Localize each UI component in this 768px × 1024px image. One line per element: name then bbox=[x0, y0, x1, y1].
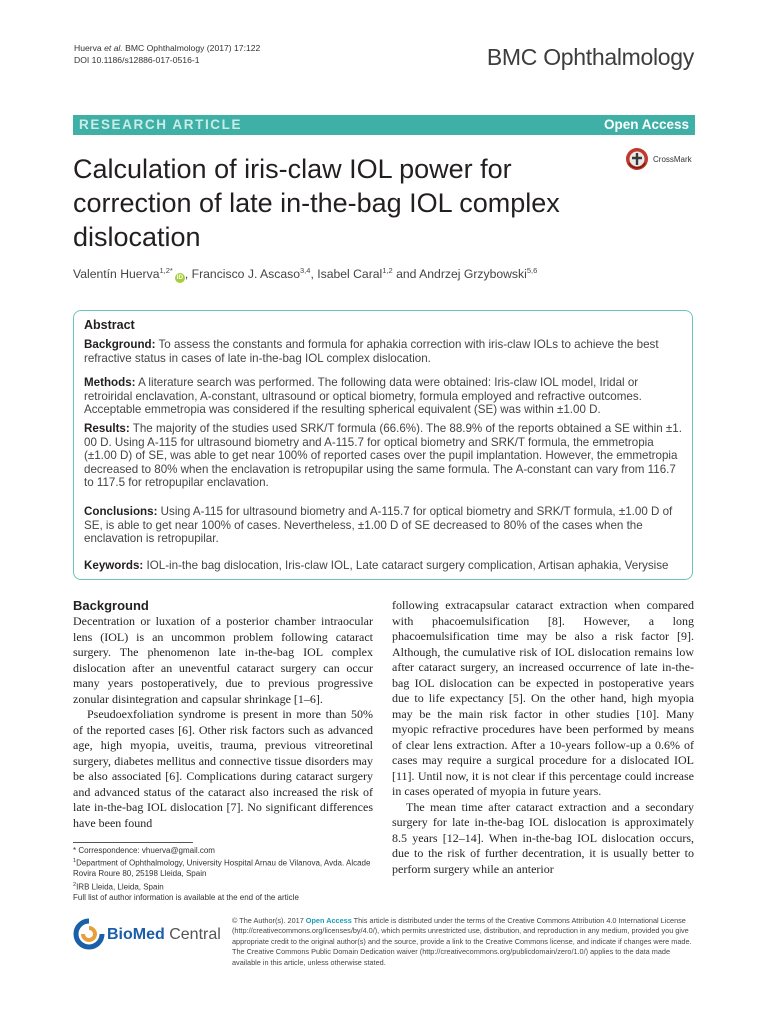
footnote-divider bbox=[73, 842, 193, 843]
abstract-label: Methods: bbox=[84, 376, 136, 389]
citation-authors: Huerva bbox=[74, 43, 102, 53]
footnotes bbox=[73, 846, 373, 903]
article-type-banner bbox=[73, 115, 695, 135]
orcid-icon[interactable]: iD bbox=[176, 274, 184, 282]
biomed-central-logo[interactable] bbox=[73, 918, 223, 954]
paragraph: following extracapsular cataract extraction when compared with phacoemulsification [8]. However, a long phacoemulsification time may be also a risk factor [9]. Although, the cumulative risk of IOL dislocation remains low after cataract surgery, an increased occurrence of late in-the-bag IOL dislocation can be expected in postoperative years due to life expectancy [5]. On the other hand, high myopia may be the main risk factor in other studies [10]. Many myopic refractive procedures have been performed by means of clear lens extraction. After a 10-years follow-up a 0.6% of cases may require a surgical procedure for a dislocated IOL [11]. Until now, it is not clear if this percentage could increase in cases operated of myopia in future years. bbox=[392, 598, 694, 798]
crossmark-label: CrossMark bbox=[653, 155, 692, 164]
abstract-keywords bbox=[84, 559, 682, 573]
open-access-label: Open Access bbox=[603, 117, 689, 132]
paragraph: Pseudoexfoliation syndrome is present in more than 50% of the reported cases [6]. Other risk factors such as advanced age, high myopia, uveitis, trauma, previous vitreoretinal surgery, diabetes mellitus and connective tissue disorders may be also associated [6]. Complications during cataract surgery and advanced status of the cataract also increased the risk of late in-the-bag IOL dislocation [7]. No significant differences have been found bbox=[73, 707, 373, 830]
abstract-background bbox=[84, 338, 682, 365]
open-access-badge: Open Access bbox=[305, 916, 352, 925]
abstract-text: The majority of the studies used SRK/T formula (66.6%). The 88.9% of the reports obtained a SE within ±1. 00 D. Using A-115 for ultrasound biometry and A-115.7 for optical biometry and SRK/T formula, the emmetropia (±1.00 D) of SE, was able to get near 100% of reported cases over the pupil implantation. However, the emmetropia decreased to 80% when the enclavation is retropupilar using the same formula. The A-constant can vary from 116.7 to 117.5 for retropupilar enclavation. bbox=[84, 422, 682, 490]
paragraph: The mean time after cataract extraction and a secondary surgery for late in-the-bag IOL dislocation is approximately 8.5 years [12–14]. When in-the-bag IOL dislocation occurs, due to the risk of further decentration, it is usually better to perform surgery while an anterior bbox=[392, 799, 694, 876]
section-heading-background: Background bbox=[73, 598, 149, 613]
crossmark-icon bbox=[625, 147, 649, 171]
abstract-label: Results: bbox=[84, 422, 130, 435]
citation-journal: BMC Ophthalmology (2017) 17:122 bbox=[125, 43, 261, 53]
body-column-right bbox=[392, 598, 694, 877]
affiliation-1: $^1$Department of Ophthalmology, University Hospital Arnau de Vilanova, Avda. Alcade Rovira Roure 80, 25198 Lleida, Spain bbox=[73, 858, 371, 879]
doi: DOI 10.1186/s12886-017-0516-1 bbox=[74, 55, 200, 65]
abstract-text: IOL-in-the bag dislocation, Iris-claw IOL, Late cataract surgery complication, Artisan aphakia, Verysise bbox=[143, 559, 669, 572]
author-affiliation: 5,6 bbox=[526, 266, 538, 275]
author-affiliation: 3,4 bbox=[300, 266, 311, 275]
citation bbox=[74, 42, 260, 66]
body-column-left bbox=[73, 614, 373, 831]
abstract-conclusions bbox=[84, 505, 682, 546]
abstract-text: Using A-115 for ultrasound biometry and A-115.7 for optical biometry and SRK/T formula, ±1.00 D of SE, is able to get near 100% of cases. Nevertheless, ±1.00 D of SE decreased to 80% of the cases when the enclavation is retropupilar. bbox=[84, 505, 673, 546]
abstract-text: To assess the constants and formula for aphakia correction with iris-claw IOLs to achieve the best refractive status in cases of late in-the-bag IOL complex dislocation. bbox=[84, 338, 659, 365]
affiliation-2: $^2$IRB Lleida, Lleida, Spain bbox=[73, 881, 164, 892]
author-name: , Francisco J. Ascaso bbox=[184, 267, 301, 282]
article-title: Calculation of iris-claw IOL power for correction of late in-the-bag IOL complex dislocation bbox=[73, 154, 560, 252]
abstract-label: Keywords: bbox=[84, 559, 144, 572]
author-name: Valentín Huerva bbox=[73, 267, 160, 282]
correspondence[interactable]: * Correspondence: vhuerva@gmail.com bbox=[73, 846, 215, 855]
author-name: , Isabel Caral bbox=[310, 267, 383, 282]
abstract-results bbox=[84, 422, 682, 490]
biomed-central-logo-icon bbox=[73, 918, 105, 950]
abstract-label: Background: bbox=[84, 338, 156, 351]
author-list bbox=[73, 266, 537, 283]
abstract-text: A literature search was performed. The following data were obtained: Iris-claw IOL model, Iridal or retroiridal enclavation, A-constant, ultrasound or optical biometry, formula employed and refractive outcomes. Acceptable emmetropia was considered if the resulting spherical equivalent (SE) was within ±1.00 D. bbox=[84, 376, 642, 417]
abstract-box bbox=[73, 310, 693, 580]
author-affiliation: 1,2 bbox=[382, 266, 393, 275]
abstract-heading: Abstract bbox=[84, 318, 135, 332]
abstract-methods bbox=[84, 376, 682, 417]
author-affiliation: 1,2* bbox=[159, 266, 173, 275]
author-name: and Andrzej Grzybowski bbox=[392, 267, 527, 282]
paragraph: Decentration or luxation of a posterior chamber intraocular lens (IOL) is an uncommon problem following cataract surgery. The phenomenon late in-the-bag IOL complex dislocation after an uneventful cataract surgery can occur many years postoperatively, due to previous progressive zonular disintegration and capsular shrinkage [1–6]. bbox=[73, 614, 373, 706]
abstract-label: Conclusions: bbox=[84, 505, 158, 518]
journal-name: BMC Ophthalmology bbox=[486, 44, 694, 70]
crossmark-badge[interactable] bbox=[625, 147, 695, 173]
article-type: RESEARCH ARTICLE bbox=[79, 117, 243, 132]
publisher-name: BioMed Central bbox=[107, 926, 221, 943]
license-statement: © The Author(s). 2017 Open Access This article is distributed under the terms of the Creative Commons Attribution 4.0 International License (http://creativecommons.org/licenses/by/4.0/), which permits unrestricted use, distribution, and reproduction in any medium, provided you give appropriate credit to the original author(s) and the source, provide a link to the Creative Commons license, and indicate if changes were made. The Creative Commons Public Domain Dedication waiver (http://creativecommons.org/publicdomain/zero/1.0/) applies to the data made available in this article, unless otherwise stated. bbox=[232, 916, 692, 967]
citation-etal: et al. bbox=[104, 43, 123, 53]
author-info-note: Full list of author information is available at the end of the article bbox=[73, 892, 299, 902]
